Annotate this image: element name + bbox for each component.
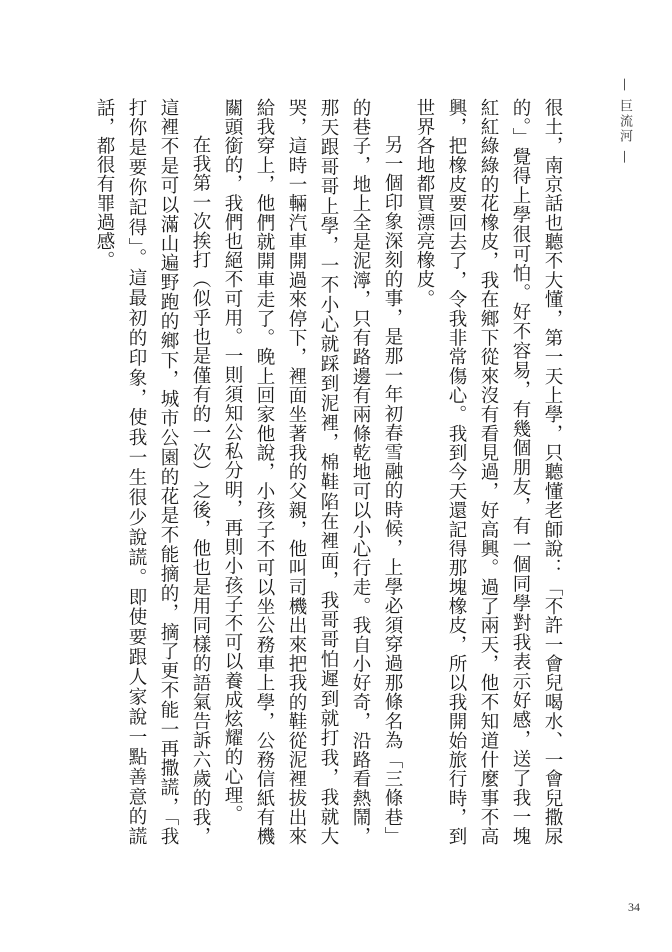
running-header: — 巨流河 — [617, 78, 632, 166]
paragraph-1: 很土，南京話也聽不大懂，第一天上學，只聽懂老師說：「不許一會兒喝水、一會兒撒尿的。」覺得上學很可怕。好不容易，有幾個朋友，有一個同學對我表示好感，送了我一塊紅紅綠綠的花橡皮，我在鄉下從來沒有看見過，好高興。過了兩天，他不知道什麼事不高興，把橡皮要回去了，令我非常傷心。我到今天還記得那塊橡皮，所以我開始旅行時，到世界各地都買漂亮橡皮。 [414, 98, 563, 846]
paragraph-2: 另一個印象深刻的事，是那一年初春雪融的時候，上學必須穿過那條名為「三條巷」的巷子，地上全是泥濘，只有路邊有兩條乾地可以小心行走。我自小好奇，沿路看熱鬧，那天跟哥哥上學，一不小心就踩到泥裡，棉鞋陷在裡面，我哥哥怕遲到就打我，我就大哭，這時一輛汽車開過來停下，裡面坐著我的父親，他叫司機出來把我的鞋從泥裡拔出來給我穿上，他們就開車走了。晚上回家他說，小孩子不可以坐公務車上學，公務信紙有機關頭銜的，我們也絕不可用。一則須知公私分明，再則小孩子不可以養成炫耀的心理。 [222, 98, 403, 846]
paragraph-3: 在我第一次挨打（似乎也是僅有的一次）之後，他也是用同樣的語氣告訴六歲的我，這裡不是可以滿山遍野跑的鄉下，城市公園的花是不能摘的，摘了更不能一再撒謊，「我打你是要你記得」。這最初的印象，使我一生很少說謊。即使要跟人家說一點善意的謊話，都很有罪過感。 [94, 98, 211, 846]
page-number: 34 [628, 900, 640, 914]
body-text [84, 98, 568, 846]
